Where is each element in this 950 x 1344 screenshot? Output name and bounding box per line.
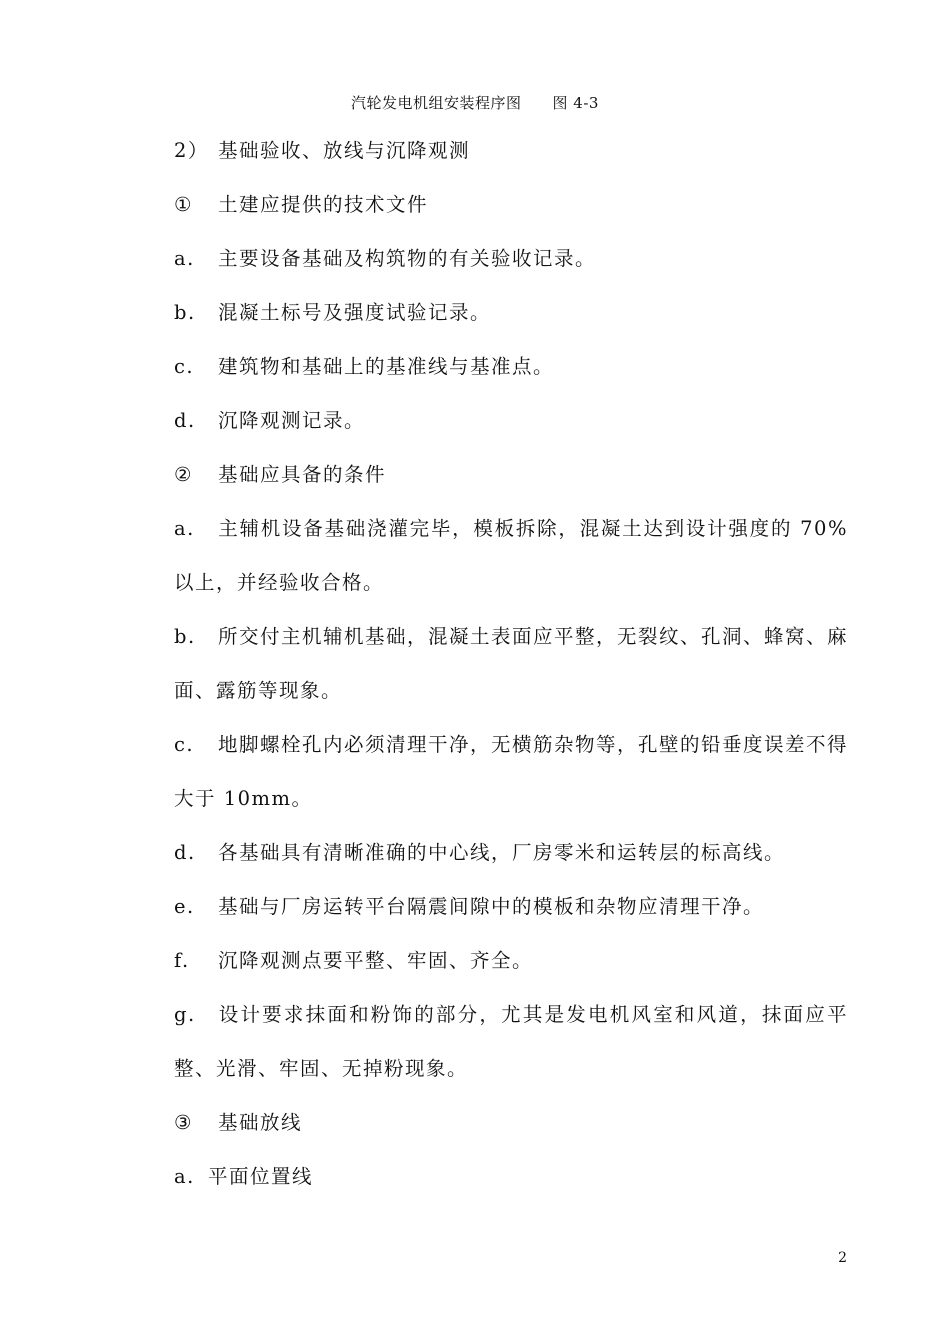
- paragraph-text: 各基础具有清晰准确的中心线，厂房零米和运转层的标高线。: [218, 841, 786, 864]
- list-marker: c.: [174, 733, 195, 756]
- paragraph-text: 沉降观测记录。: [218, 409, 366, 432]
- page-number: 2: [838, 1250, 847, 1266]
- paragraph-text: 土建应提供的技术文件: [218, 193, 429, 216]
- paragraph-text: 所交付主机辅机基础，混凝土表面应平整，无裂纹、孔洞、蜂窝、麻面、露筋等现象。: [174, 625, 849, 702]
- list-marker: d.: [174, 841, 196, 864]
- paragraph-text: 沉降观测点要平整、牢固、齐全。: [218, 949, 534, 972]
- list-item: [128, 286, 848, 340]
- document-body: [128, 124, 848, 1204]
- paragraph-text: 主要设备基础及构筑物的有关验收记录。: [218, 247, 597, 270]
- section-heading: [128, 124, 848, 178]
- list-marker: b.: [174, 301, 196, 324]
- paragraph-text: 基础验收、放线与沉降观测: [218, 139, 471, 162]
- list-marker: d.: [174, 409, 196, 432]
- list-item: [128, 394, 848, 448]
- subsection-heading: [128, 448, 848, 502]
- list-item: [128, 502, 848, 610]
- list-item: [128, 1150, 848, 1204]
- list-marker: c.: [174, 355, 195, 378]
- list-marker: g.: [174, 1003, 196, 1026]
- list-item: [128, 610, 848, 718]
- list-marker: 2）: [174, 139, 209, 162]
- list-marker: b.: [174, 625, 196, 648]
- list-marker: ①: [174, 193, 193, 216]
- list-marker: a.: [174, 1165, 195, 1188]
- paragraph-text: 建筑物和基础上的基准线与基准点。: [218, 355, 555, 378]
- subsection-heading: [128, 1096, 848, 1150]
- paragraph-text: 基础放线: [218, 1111, 303, 1134]
- list-marker: a.: [174, 247, 195, 270]
- list-item: [128, 826, 848, 880]
- paragraph-text: 基础应具备的条件: [218, 463, 387, 486]
- paragraph-text: 设计要求抹面和粉饰的部分，尤其是发电机风室和风道，抹面应平整、光滑、牢固、无掉粉现象。: [174, 1003, 848, 1080]
- list-marker: ②: [174, 463, 193, 486]
- list-marker: e.: [174, 895, 195, 918]
- paragraph-text: 基础与厂房运转平台隔震间隙中的模板和杂物应清理干净。: [218, 895, 765, 918]
- list-item: [128, 232, 848, 286]
- list-item: [128, 988, 848, 1096]
- figure-caption: 汽轮发电机组安装程序图 图 4-3: [351, 94, 599, 112]
- paragraph-text: 平面位置线: [208, 1165, 314, 1188]
- list-marker: a.: [174, 517, 195, 540]
- list-marker: f.: [174, 949, 190, 972]
- paragraph-text: 地脚螺栓孔内必须清理干净，无横筋杂物等，孔壁的铅垂度误差不得大于 10mm。: [174, 733, 849, 810]
- list-item: [128, 340, 848, 394]
- list-item: [128, 934, 848, 988]
- subsection-heading: [128, 178, 848, 232]
- list-item: [128, 718, 848, 826]
- list-item: [128, 880, 848, 934]
- list-marker: ③: [174, 1111, 193, 1134]
- paragraph-text: 主辅机设备基础浇灌完毕，模板拆除，混凝土达到设计强度的 70%以上，并经验收合格。: [174, 517, 848, 594]
- paragraph-text: 混凝土标号及强度试验记录。: [218, 301, 492, 324]
